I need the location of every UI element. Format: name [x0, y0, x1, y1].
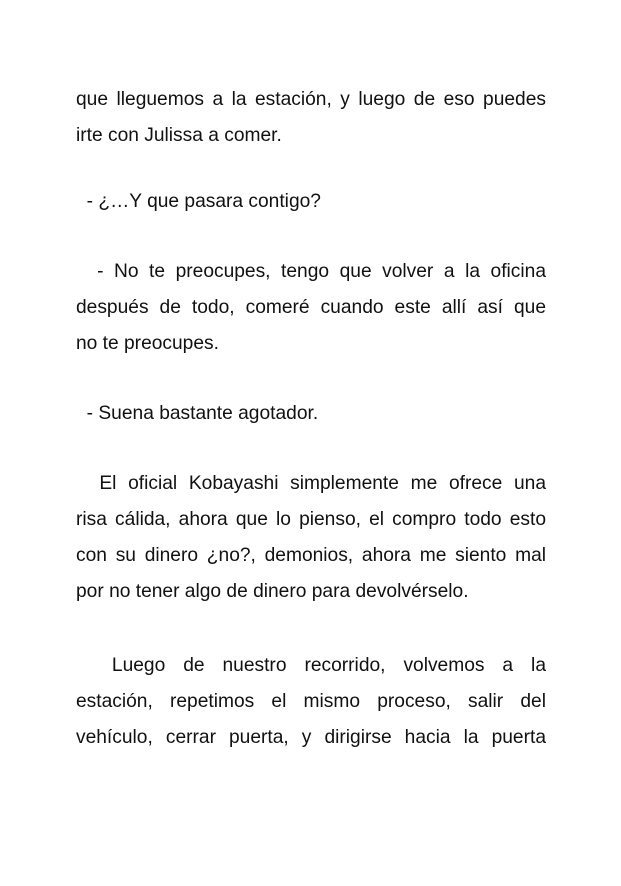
text-line: - ¿…Y que pasara contigo?: [76, 191, 321, 212]
paragraph: [76, 466, 546, 610]
text-line: que lleguemos a la estación, y luego de eso puedes: [76, 89, 546, 110]
text-line: después de todo, comeré cuando este allí así que: [76, 297, 546, 318]
text-line: con su dinero ¿no?, demonios, ahora me siento mal: [76, 545, 546, 566]
text-line: no te preocupes.: [76, 333, 219, 354]
text-line: - Suena bastante agotador.: [76, 403, 319, 424]
text-line: estación, repetimos el mismo proceso, salir del: [76, 691, 546, 712]
paragraph: [76, 648, 546, 756]
dialogue-paragraph: [76, 184, 546, 220]
paragraph: [76, 82, 546, 154]
text-line: - No te preocupes, tengo que volver a la oficina: [76, 261, 546, 282]
text-line: El oficial Kobayashi simplemente me ofrece una: [76, 473, 546, 494]
text-line: irte con Julissa a comer.: [76, 125, 282, 146]
text-line: risa cálida, ahora que lo pienso, el compro todo esto: [76, 509, 546, 530]
text-line: Luego de nuestro recorrido, volvemos a la: [76, 655, 546, 676]
dialogue-paragraph: [76, 254, 546, 362]
dialogue-paragraph: [76, 396, 546, 432]
text-line: por no tener algo de dinero para devolvérselo.: [76, 581, 469, 602]
document-page: [76, 82, 546, 786]
text-line: vehículo, cerrar puerta, y dirigirse hacia la puerta: [76, 727, 546, 748]
